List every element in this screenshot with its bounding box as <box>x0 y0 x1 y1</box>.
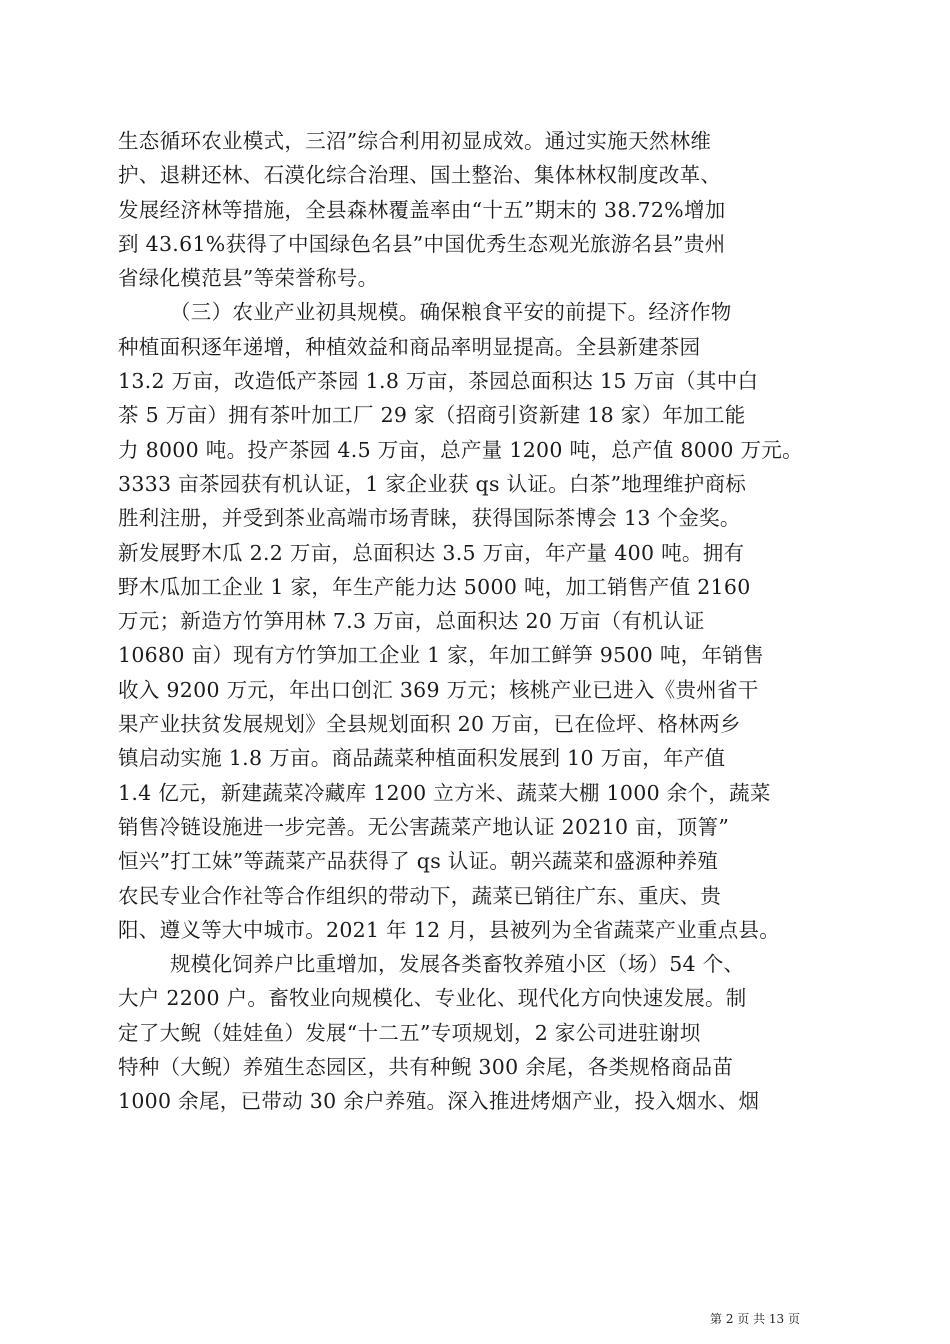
text-line: 护、退耕还林、石漠化综合治理、国土整治、集体林权制度改革、 <box>118 163 722 188</box>
text-line: 力 8000 吨。投产茶园 4.5 万亩，总产量 1200 吨，总产值 8000 万元。 <box>118 437 803 462</box>
text-line: 茶 5 万亩）拥有茶叶加工厂 29 家（招商引资新建 18 家）年加工能 <box>118 403 746 428</box>
page-number-footer: 第 2 页 共 13 页 <box>710 1312 800 1326</box>
text-line: 野木瓜加工企业 1 家，年生产能力达 5000 吨，加工销售产值 2160 <box>118 574 751 599</box>
text-line: 3333 亩茶园获有机认证，1 家企业获 qs 认证。白茶”地理维护商标 <box>118 471 747 496</box>
text-line: 收入 9200 万元，年出口创汇 369 万元；核桃产业已进入《贵州省干 <box>118 677 759 702</box>
paragraph-start-line: 规模化饲养户比重增加，发展各类畜牧养殖小区（场）54 个、 <box>170 952 745 977</box>
text-line: 省绿化模范县”等荣誉称号。 <box>118 266 379 291</box>
text-line: 种植面积逐年递增，种植效益和商品率明显提高。全县新建茶园 <box>118 334 701 359</box>
paragraph-start-line: （三）农业产业初具规模。确保粮食平安的前提下。经济作物 <box>170 300 732 325</box>
text-line: 1.4 亿元，新建蔬菜冷藏库 1200 立方米、蔬菜大棚 1000 余个，蔬菜 <box>118 780 771 805</box>
document-body <box>118 124 838 1119</box>
text-line: 万元；新造方竹笋用林 7.3 万亩，总面积达 20 万亩（有机认证 <box>118 609 705 634</box>
text-line: 大户 2200 户。畜牧业向规模化、专业化、现代化方向快速发展。制 <box>118 986 747 1011</box>
text-line: 销售冷链设施进一步完善。无公害蔬菜产地认证 20210 亩，顶箐” <box>118 814 730 839</box>
text-line: 新发展野木瓜 2.2 万亩，总面积达 3.5 万亩，年产量 400 吨。拥有 <box>118 540 745 565</box>
text-line: 13.2 万亩，改造低产茶园 1.8 万亩，茶园总面积达 15 万亩（其中白 <box>118 369 759 394</box>
text-line: 生态循环农业模式，三沼”综合利用初显成效。通过实施天然林维 <box>118 129 712 153</box>
text-line: 胜利注册，并受到茶业高端市场青睐，获得国际茶博会 13 个金奖。 <box>118 506 741 531</box>
text-line: 10680 亩）现有方竹笋加工企业 1 家，年加工鲜笋 9500 吨，年销售 <box>118 643 764 668</box>
text-line: 1000 余尾，已带动 30 余户养殖。深入推进烤烟产业，投入烟水、烟 <box>118 1089 760 1114</box>
text-line: 农民专业合作社等合作组织的带动下，蔬菜已销往广东、重庆、贵 <box>118 883 722 908</box>
text-line: 恒兴”打工妹”等蔬菜产品获得了 qs 认证。朝兴蔬菜和盛源种养殖 <box>118 849 719 874</box>
text-line: 定了大鲵（娃娃鱼）发展“十二五”专项规划，2 家公司进驻谢坝 <box>118 1020 701 1045</box>
text-line: 发展经济林等措施，全县森林覆盖率由“十五”期末的 38.72%增加 <box>118 197 726 222</box>
text-line: 阳、遵义等大中城市。2021 年 12 月，县被列为全省蔬菜产业重点县。 <box>118 917 781 942</box>
text-line: 镇启动实施 1.8 万亩。商品蔬菜种植面积发展到 10 万亩，年产值 <box>118 746 726 771</box>
text-line: 特种（大鲵）养殖生态园区，共有种鲵 300 余尾，各类规格商品苗 <box>118 1055 734 1080</box>
text-line: 到 43.61%获得了中国绿色名县”中国优秀生态观光旅游名县”贵州 <box>118 231 726 256</box>
text-line: 果产业扶贫发展规划》全县规划面积 20 万亩，已在俭坪、格林两乡 <box>118 712 741 737</box>
